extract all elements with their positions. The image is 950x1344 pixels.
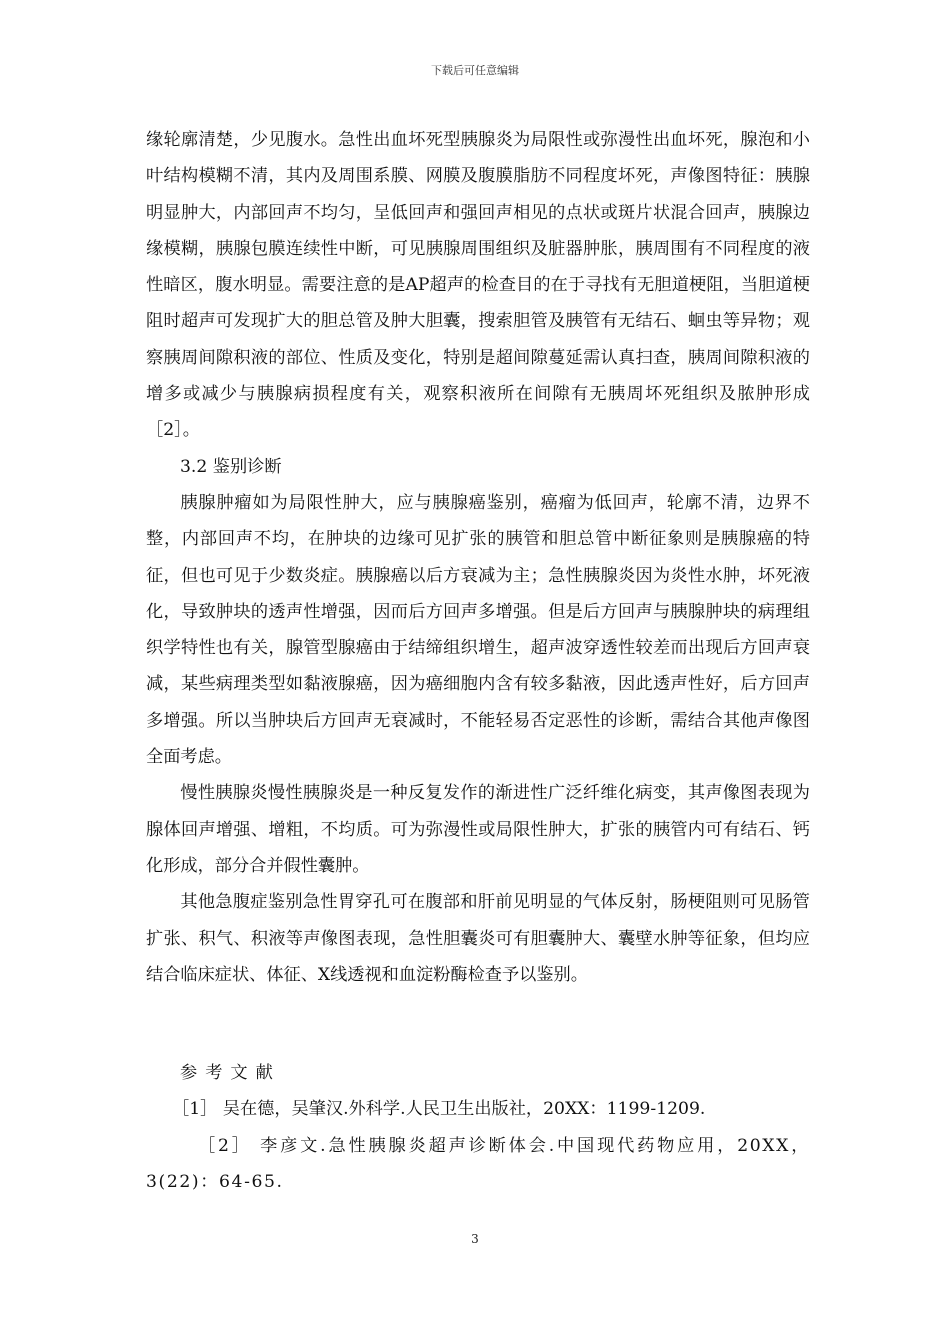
- references-title: 参考文献: [180, 1063, 281, 1083]
- paragraph-1: 缘轮廓清楚，少见腹水。急性出血坏死型胰腺炎为局限性或弥漫性出血坏死，腺泡和小叶结构模糊不清，其内及周围系膜、网膜及腹膜脂肪不同程度坏死，声像图特征：胰腺明显肿大，内部回声不均匀，呈低回声和强回声相见的点状或斑片状混合回声，胰腺边缘模糊，胰腺包膜连续性中断，可见胰腺周围组织及脏器肿胀，胰周围有不同程度的液性暗区，腹水明显。需要注意的是AP超声的检查目的在于寻找有无胆道梗阻，当胆道梗阻时超声可发现扩大的胆总管及肿大胆囊，搜索胆管及胰管有无结石、蛔虫等异物；观察胰周间隙积液的部位、性质及变化，特别是超间隙蔓延需认真扫查，胰周间隙积液的增多或减少与胰腺病损程度有关，观察积液所在间隙有无胰周坏死组织及脓肿形成［2］。: [146, 130, 810, 441]
- paragraph-3: 慢性胰腺炎慢性胰腺炎是一种反复发作的渐进性广泛纤维化病变，其声像图表现为腺体回声增强、增粗，不均质。可为弥漫性或局限性肿大，扩张的胰管内可有结石、钙化形成，部分合并假性囊肿。: [146, 783, 810, 876]
- reference-item-2: ［2］ 李彦文.急性胰腺炎超声诊断体会.中国现代药物应用，20XX，3(22)：64-65.: [146, 1135, 810, 1192]
- section-heading: 3.2 鉴别诊断: [180, 456, 282, 477]
- paragraph-4: 其他急腹症鉴别急性胃穿孔可在腹部和肝前见明显的气体反射，肠梗阻则可见肠管扩张、积气、积液等声像图表现，急性胆囊炎可有胆囊肿大、囊壁水肿等征象，但均应结合临床症状、体征、X线透视和血淀粉酶检查予以鉴别。: [146, 892, 810, 985]
- paragraph-2: 胰腺肿瘤如为局限性肿大，应与胰腺癌鉴别，癌瘤为低回声，轮廓不清，边界不整，内部回声不均，在肿块的边缘可见扩张的胰管和胆总管中断征象则是胰腺癌的特征，但也可见于少数炎症。胰腺癌以后方衰减为主；急性胰腺炎因为炎性水肿，坏死液化，导致肿块的透声性增强，因而后方回声多增强。但是后方回声与胰腺肿块的病理组织学特性也有关，腺管型腺癌由于结缔组织增生，超声波穿透性较差而出现后方回声衰减，某些病理类型如黏液腺癌，因为癌细胞内含有较多黏液，因此透声性好，后方回声多增强。所以当肿块后方回声无衰减时，不能轻易否定恶性的诊断，需结合其他声像图全面考虑。: [146, 492, 810, 768]
- reference-item-1: ［1］ 吴在德，吴肇汉.外科学.人民卫生出版社，20XX：1199-1209.: [172, 1099, 706, 1120]
- page-number: 3: [471, 1232, 479, 1246]
- page-header: 下载后可任意编辑: [431, 64, 519, 77]
- body-text: [146, 122, 810, 993]
- references-section: [146, 1055, 810, 1200]
